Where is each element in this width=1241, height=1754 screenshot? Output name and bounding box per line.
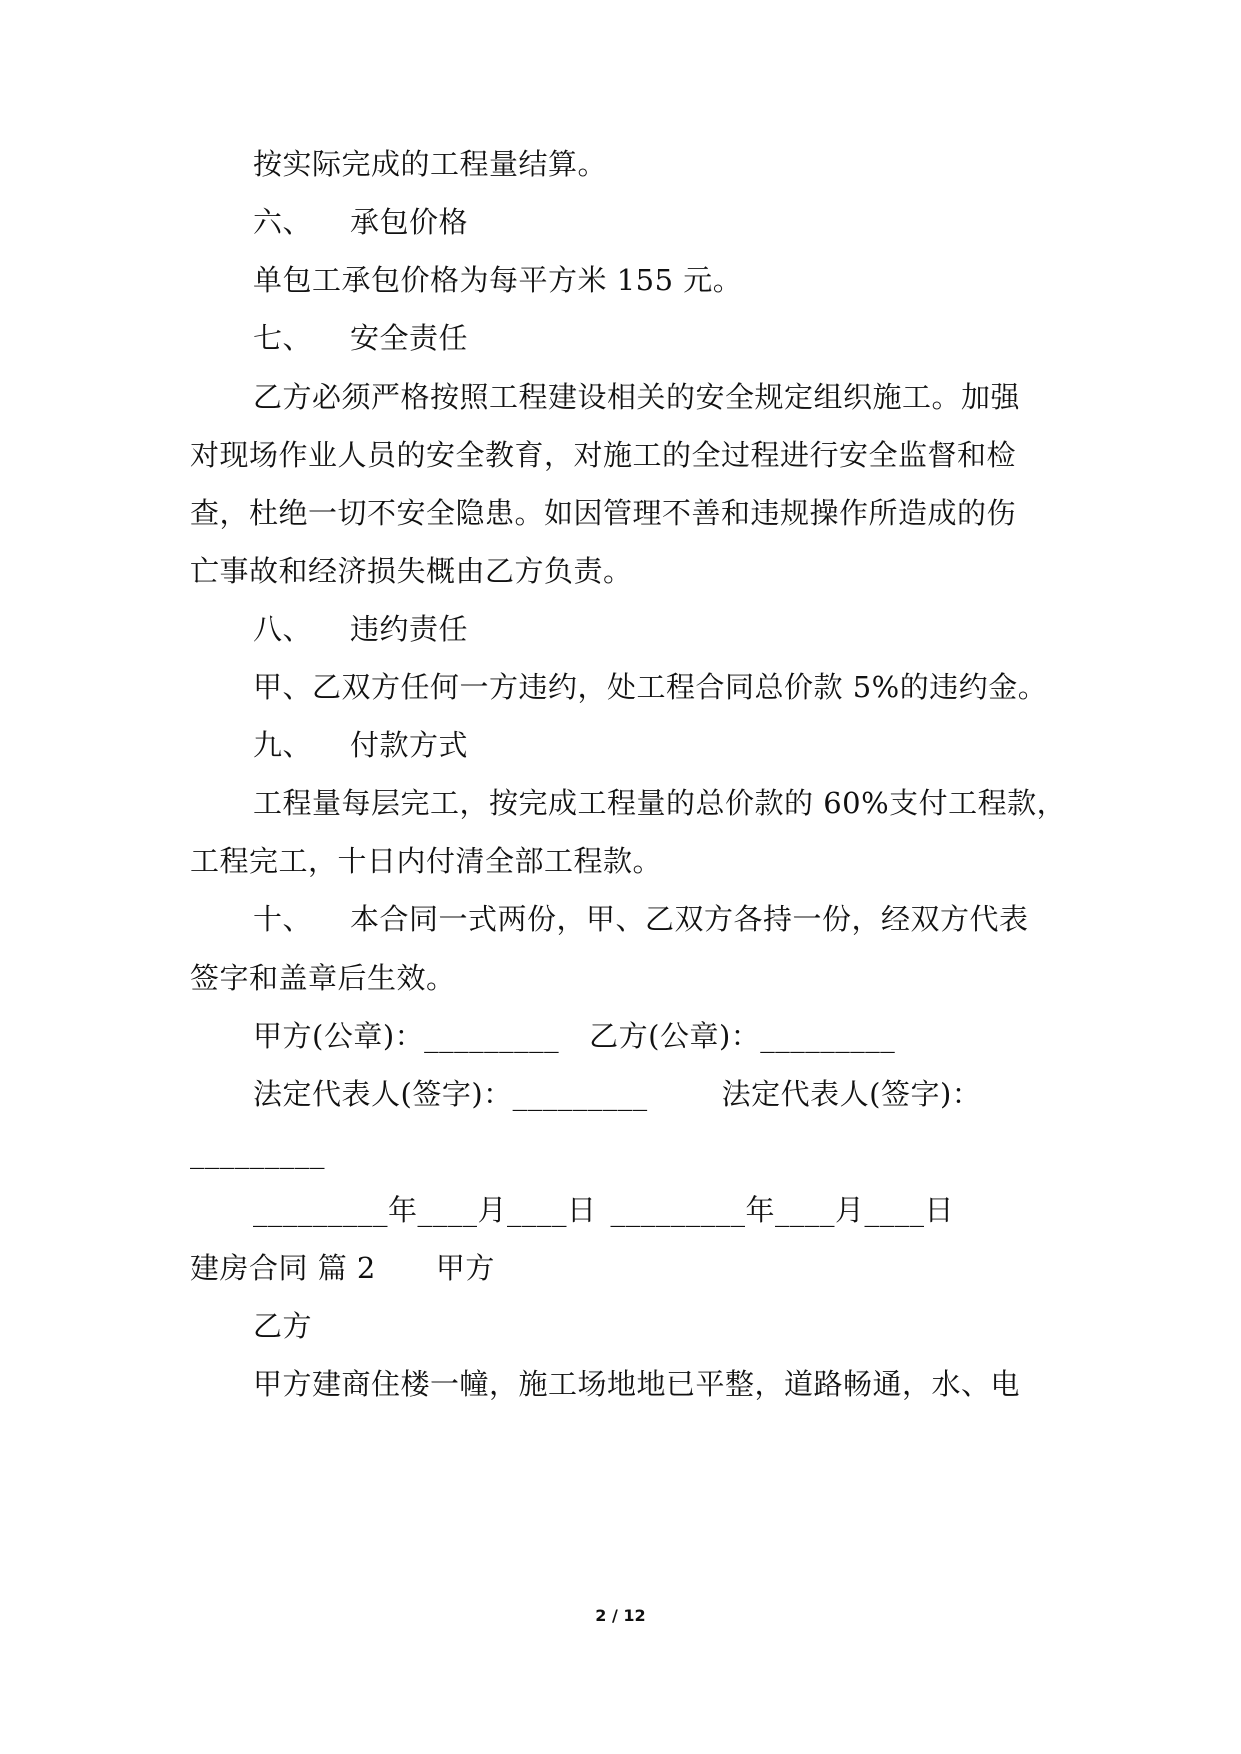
section-title: 付款方式	[350, 728, 469, 762]
section-number: 九、	[253, 728, 313, 762]
party-b-representative: 法定代表人(签字)：	[721, 1077, 982, 1111]
party-a-label: 甲方	[435, 1251, 495, 1285]
paragraph-text: 工程量每层完工，按完成工程量的总价款的 60%支付工程款，	[253, 786, 1067, 820]
party-a-representative: 法定代表人(签字)：_________	[253, 1077, 648, 1111]
party-b-seal: 乙方(公章)：_________	[589, 1019, 896, 1053]
signature-blank: _________	[190, 1135, 325, 1169]
section-title: 安全责任	[350, 321, 469, 355]
party-b-date: _________年____月____日	[610, 1193, 955, 1227]
paragraph-text: 签字和盖章后生效。	[190, 961, 456, 995]
section-heading-6	[253, 202, 468, 242]
paragraph-text: 亡事故和经济损失概由乙方负责。	[190, 554, 633, 588]
article-heading	[190, 1248, 495, 1288]
paragraph-text: 甲方建商住楼一幢，施工场地地已平整，道路畅通，水、电	[253, 1367, 1021, 1401]
paragraph-text: 甲、乙双方任何一方违约，处工程合同总价款 5%的违约金。	[253, 670, 1048, 704]
party-b-label: 乙方	[253, 1309, 313, 1343]
section-number: 六、	[253, 205, 313, 239]
text-line	[190, 493, 1016, 533]
paragraph-text: 乙方必须严格按照工程建设相关的安全规定组织施工。加强	[253, 380, 1021, 414]
text-line	[253, 1364, 1020, 1404]
text-line	[190, 958, 456, 998]
text-line	[190, 435, 1016, 475]
text-line	[253, 260, 742, 300]
signature-line-seal	[253, 1016, 895, 1056]
section-heading-8	[253, 609, 468, 649]
section-title: 违约责任	[350, 612, 469, 646]
section-number: 八、	[253, 612, 313, 646]
paragraph-text: 查，杜绝一切不安全隐患。如因管理不善和违规操作所造成的伤	[190, 496, 1017, 530]
party-a-date: _________年____月____日	[253, 1193, 597, 1227]
paragraph-text: 按实际完成的工程量结算。	[253, 147, 608, 181]
paragraph-text: 单包工承包价格为每平方米 155 元。	[253, 263, 743, 297]
page-number: 2 / 12	[595, 1606, 646, 1625]
paragraph-text: 工程完工，十日内付清全部工程款。	[190, 844, 663, 878]
text-line	[190, 841, 662, 881]
section-heading-7	[253, 318, 468, 358]
section-heading-10	[253, 899, 1029, 939]
text-line	[253, 783, 1066, 823]
signature-line-representative	[253, 1074, 981, 1114]
article-title: 建房合同 篇 2	[190, 1251, 376, 1285]
text-line	[253, 144, 607, 184]
text-line	[253, 667, 1047, 707]
paragraph-text: 对现场作业人员的安全教育，对施工的全过程进行安全监督和检	[190, 438, 1017, 472]
text-line	[253, 377, 1020, 417]
date-line	[253, 1190, 954, 1230]
section-number: 十、	[253, 902, 313, 936]
text-line	[253, 1306, 312, 1346]
section-title: 本合同一式两份，甲、乙双方各持一份，经双方代表	[350, 902, 1029, 936]
section-number: 七、	[253, 321, 313, 355]
party-a-seal: 甲方(公章)：_________	[253, 1019, 560, 1053]
section-heading-9	[253, 725, 468, 765]
text-line	[190, 1132, 325, 1172]
section-title: 承包价格	[350, 205, 469, 239]
text-line	[190, 551, 633, 591]
